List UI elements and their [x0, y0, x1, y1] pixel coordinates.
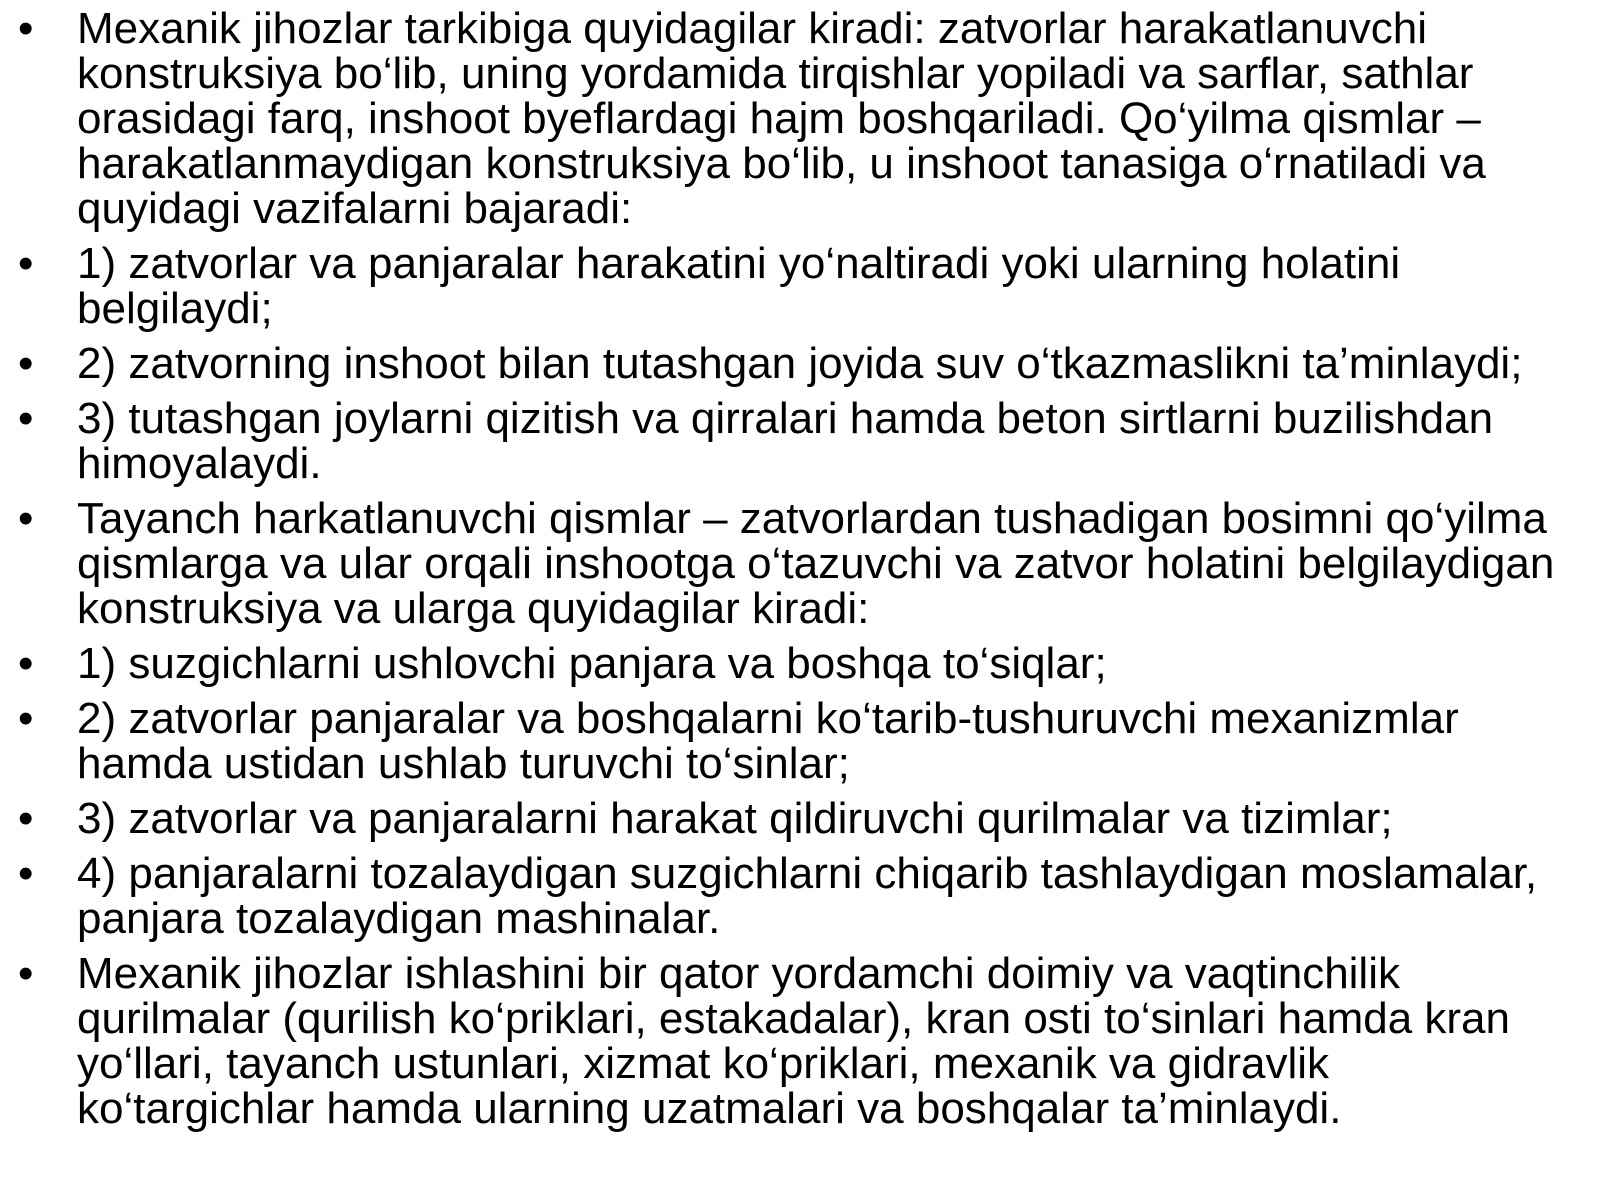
- bullet-icon: •: [18, 239, 34, 288]
- list-item: [0, 496, 1600, 631]
- bullet-icon: •: [18, 694, 34, 743]
- list-item: [0, 241, 1600, 331]
- bullet-icon: •: [18, 849, 34, 898]
- bullet-text: 2) zatvorlar panjaralar va boshqalarni ko‘tarib-tushuruvchi mexanizmlar hamda ustidan ushlab turuvchi to‘sinlar;: [77, 694, 1459, 788]
- bullet-icon: •: [18, 4, 34, 53]
- bullet-text: Tayanch harkatlanuvchi qismlar – zatvorlardan tushadigan bosimni qo‘yilma qismlarga va ular orqali inshootga o‘tazuvchi va zatvor holatini belgilaydigan konstruksiya va ularga quyidagilar kiradi:: [77, 494, 1555, 633]
- list-item: [0, 396, 1600, 486]
- bullet-icon: •: [18, 339, 34, 388]
- bullet-text: 2) zatvorning inshoot bilan tutashgan joyida suv o‘tkazmaslikni ta’minlaydi;: [77, 339, 1523, 388]
- list-item: [0, 641, 1600, 686]
- bullet-icon: •: [18, 794, 34, 843]
- bullet-text: Mexanik jihozlar ishlashini bir qator yordamchi doimiy va vaqtinchilik qurilmalar (qurilish ko‘priklari, estakadalar), kran osti to‘sinlari hamda kran yo‘llari, tayanch ustunlari, xizmat ko‘priklari, mexanik va gidravlik ko‘targichlar hamda ularning uzatmalari va boshqalar ta’minlaydi.: [77, 949, 1510, 1133]
- bullet-text: 1) zatvorlar va panjaralar harakatini yo‘naltiradi yoki ularning holatini belgilaydi;: [77, 239, 1401, 333]
- bullet-text: 3) zatvorlar va panjaralarni harakat qildiruvchi qurilmalar va tizimlar;: [77, 794, 1393, 843]
- bullet-icon: •: [18, 394, 34, 443]
- list-item: [0, 851, 1600, 941]
- list-item: [0, 696, 1600, 786]
- bullet-text: 4) panjaralarni tozalaydigan suzgichlarni chiqarib tashlaydigan moslamalar, panjara tozalaydigan mashinalar.: [77, 849, 1538, 943]
- bullet-text: 1) suzgichlarni ushlovchi panjara va boshqa to‘siqlar;: [77, 639, 1107, 688]
- bullet-text: 3) tutashgan joylarni qizitish va qirralari hamda beton sirtlarni buzilishdan himoyalaydi.: [77, 394, 1494, 488]
- list-item: [0, 796, 1600, 841]
- list-item: [0, 341, 1600, 386]
- bullet-text: Mexanik jihozlar tarkibiga quyidagilar kiradi: zatvorlar harakatlanuvchi konstruksiya bo‘lib, uning yordamida tirqishlar yopiladi va sarflar, sathlar orasidagi farq, inshoot byeflardagi hajm boshqariladi. Qo‘yilma qismlar – harakatlanmaydigan konstruksiya bo‘lib, u inshoot tanasiga o‘rnatiladi va quyidagi vazifalarni bajaradi:: [77, 4, 1486, 233]
- bullet-list: [0, 6, 1600, 1141]
- list-item: [0, 6, 1600, 231]
- bullet-icon: •: [18, 639, 34, 688]
- list-item: [0, 951, 1600, 1131]
- bullet-icon: •: [18, 494, 34, 543]
- bullet-icon: •: [18, 949, 34, 998]
